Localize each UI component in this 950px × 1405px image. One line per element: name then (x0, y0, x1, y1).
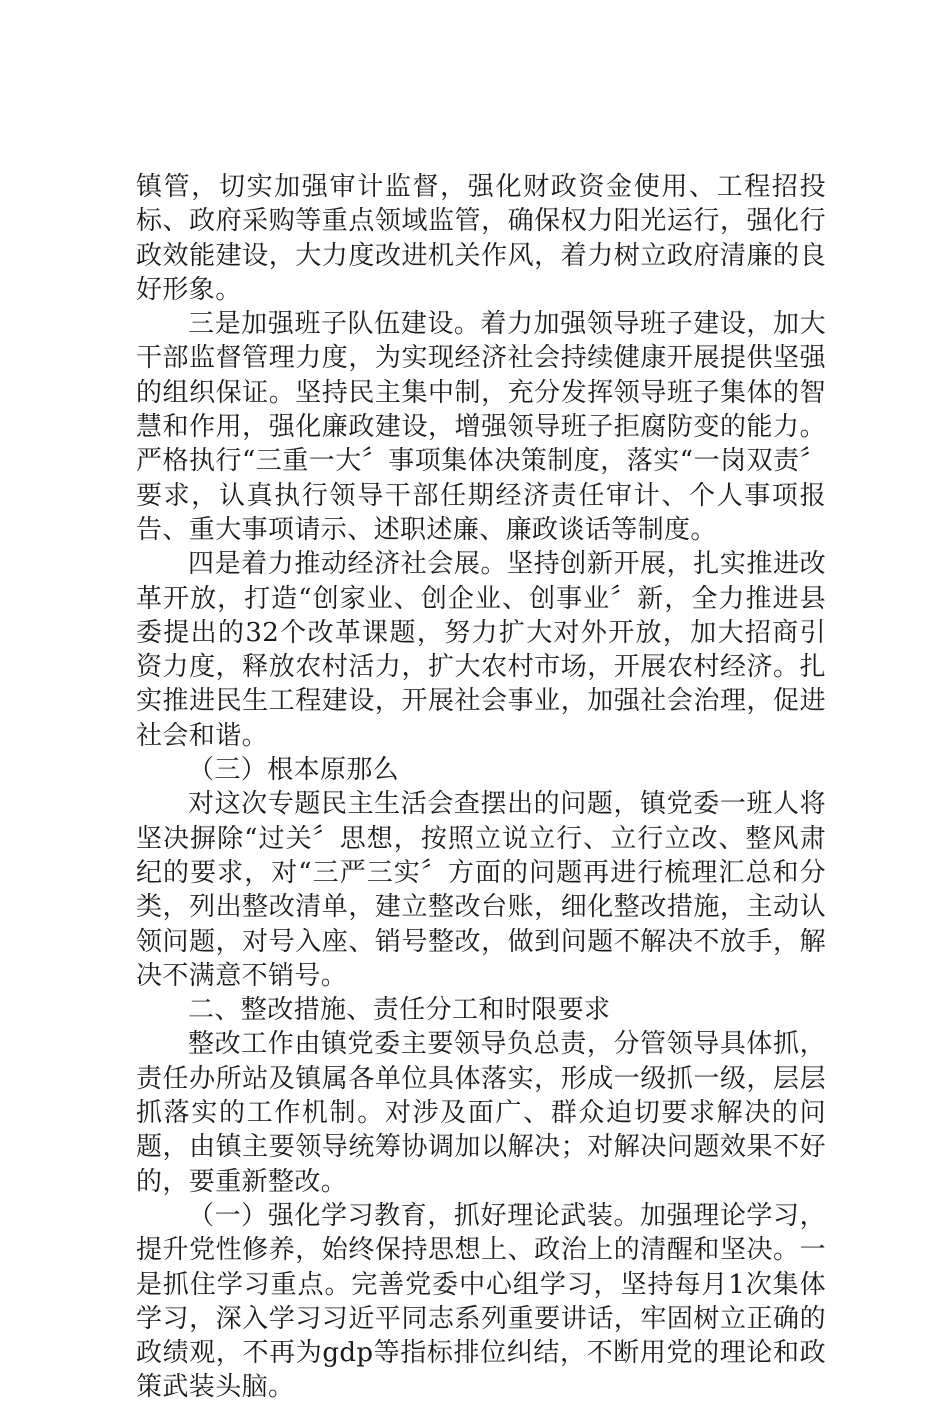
section-heading-rectification-measures: 二、整改措施、责任分工和时限要求 (188, 995, 611, 1026)
paragraph-continuation: 镇管，切实加强审计监督，强化财政资金使用、工程招投标、政府采购等重点领域监管，确保权力阳光运行，强化行政效能建设，大力度改进机关作风，着力树立政府清廉的良好形象。 (136, 172, 826, 305)
section-heading-basic-principles: （三）根本原那么 (188, 755, 400, 786)
paragraph-team-building: 三是加强班子队伍建设。着力加强领导班子建设，加大干部监督管理力度，为实现经济社会持续健康开展提供坚强的组织保证。坚持民主集中制，充分发挥领导班子集体的智慧和作用，强化廉政建设，增强领导班子拒腐防变的能力。严格执行“三重一大〞事项集体决策制度，落实“一岗双责〞要求，认真执行领导干部任期经济责任审计、个人事项报告、重大事项请示、述职述廉、廉政谈话等制度。 (136, 309, 826, 545)
paragraph-responsibility: 整改工作由镇党委主要领导负总责，分管领导具体抓，责任办所站及镇属各单位具体落实，形成一级抓一级，层层抓落实的工作机制。对涉及面广、群众迫切要求解决的问题，由镇主要领导统筹协调加以解决；对解决问题效果不好的，要重新整改。 (136, 1029, 826, 1197)
paragraph-economic-development: 四是着力推动经济社会展。坚持创新开展，扎实推进改革开放，打造“创家业、创企业、创事业〞新，全力推进县委提出的32个改革课题，努力扩大对外开放，加大招商引资力度，释放农村活力，扩大农村市场，开展农村经济。扎实推进民生工程建设，开展社会事业，加强社会治理，促进社会和谐。 (136, 549, 826, 751)
paragraph-principles: 对这次专题民主生活会查摆出的问题，镇党委一班人将坚决摒除“过关〞思想，按照立说立行、立行立改、整风肃纪的要求，对“三严三实〞方面的问题再进行梳理汇总和分类，列出整改清单，建立整改台账，细化整改措施，主动认领问题，对号入座、销号整改，做到问题不解决不放手，解决不满意不销号。 (136, 789, 826, 991)
document-body (136, 170, 826, 1405)
paragraph-study-education: （一）强化学习教育，抓好理论武装。加强理论学习，提升党性修养，始终保持思想上、政治上的清醒和坚决。一是抓住学习重点。完善党委中心组学习，坚持每月1次集体学习，深入学习习近平同志系列重要讲话，牢固树立正确的政绩观，不再为gdp等指标排位纠结，不断用党的理论和政策武装头脑。 (136, 1200, 826, 1403)
